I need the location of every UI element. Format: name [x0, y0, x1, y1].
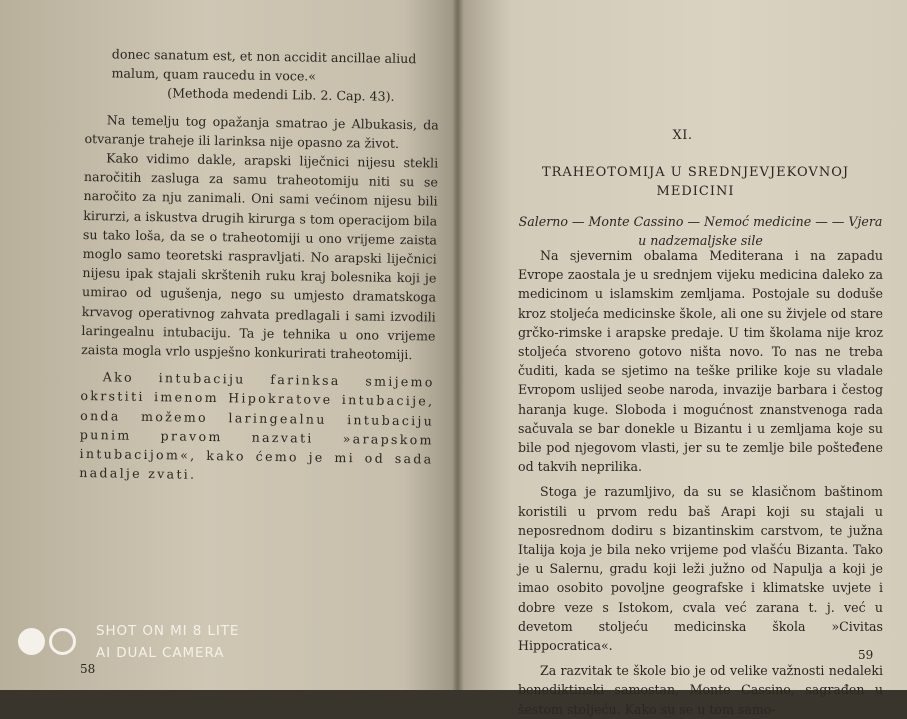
left-page — [0, 0, 458, 690]
chapter-number: XI. — [672, 128, 693, 143]
filled-circle-icon — [18, 628, 45, 655]
left-page-text — [79, 44, 440, 488]
latin-quote-line-2: malum, quam raucedu in voce.« — [111, 65, 317, 84]
right-paragraph-1: Na sjevernim obalama Mediterana i na zapadu Evrope zaostala je u srednjem vijeku medicina daleko za medicinom u islamskim zemljama. Postojale su doduše kroz stoljeća medicinske škole, ali one su živjele od stare grčko-rimske i arapske predaje. U tim školama nije kroz stoljeća stvoreno gotovo ništa novo. To nas ne treba čuditi, kada se sjetimo na teške prilike koje su vladale Evropom uslijed seobe naroda, invazije barbara i čestog haranja kuge. Sloboda i mogućnost znanstvenoga rada sačuvala se bar donekle u Bizantu i u zemljama koje su bile pod njegovom vlasti, jer su te zemlje bile pošteđene od takvih neprilika. — [518, 248, 883, 475]
page-number-left: 58 — [80, 662, 96, 676]
citation-reference: (Methoda medendi Lib. 2. Cap. 43). — [167, 85, 395, 105]
left-paragraph-2: Kako vidimo dakle, arapski liječnici nijesu stekli naročitih zasluga za samu traheotomiju niti su se naročito za nju zanimali. Oni sami većinom nijesu bili kirurzi, a iskustva drugih kirurga s tom operacijom bila su tako loša, da se o traheotomiji u ono vrijeme zaista moglo samo teoretski raspravljati. No arapski liječnici nijesu ipak stajali skrštenih ruku kraj bolesnika koji je umirao od ugušenja, nego su umjesto dramatskoga krvavog operativnog zahvata predlagali i sami izvodili laringealnu intubaciju. Ta je tehnika u ono vrijeme zaista mogla vrlo uspješno konkurirati traheotomiji. — [81, 150, 439, 363]
page-number-right: 59 — [858, 648, 874, 662]
camera-watermark-text — [96, 620, 239, 664]
chapter-title: TRAHEOTOMIJA U SREDNJEVJEKOVNOJ MEDICINI — [541, 165, 850, 199]
right-page-text — [518, 246, 883, 719]
watermark-line-1: SHOT ON MI 8 LITE — [96, 623, 240, 639]
watermark-line-2: AI DUAL CAMERA — [96, 645, 225, 661]
camera-watermark-logo-icon — [18, 628, 80, 659]
ring-circle-icon — [49, 628, 76, 655]
chapter-subtitle: Salerno — Monte Cassino — Nemoć medicine — — Vjera u nadzemaljske sile — [518, 214, 883, 248]
latin-quote-line-1: donec sanatum est, et non accidit ancillae aliud — [111, 46, 417, 67]
right-page — [458, 0, 907, 717]
right-paragraph-3: Za razvitak te škole bio je od velike važnosti nedaleki benediktinski samostan, Monte Cassino, sagrađen u šestom stoljeću. Kako su se u tom samo- — [518, 663, 883, 717]
left-paragraph-1: Na temelju tog opažanja smatrao je Albukasis, da otvaranje traheje ili larinksa nije opasno za život. — [84, 111, 439, 151]
left-paragraph-3-spaced: Ako intubaciju farinksa smijemo okrstiti imenom Hipokratove intubacije, onda možemo laringealnu intubaciju punim pravom nazvati »arapskom intubacijom«, kako ćemo je mi od sada nadalje zvati. — [79, 369, 435, 483]
book-spine-shadow — [452, 0, 464, 690]
right-paragraph-2: Stoga je razumljivo, da su se klasičnom baštinom koristili u prvom redu baš Arapi koji su stajali u neposrednom dodiru s bizantinskim carstvom, te južna Italija koja je bila neko vrijeme pod vlašću Bizanta. Tako je u Salernu, gradu koji leži južno od Napulja a koji je imao osobito povoljne geografske i klimatske uvjete i dobre veze s Istokom, cvala već zarana t. j. već u devetom stoljeću medicinska škola »Civitas Hippocratica«. — [518, 484, 883, 654]
